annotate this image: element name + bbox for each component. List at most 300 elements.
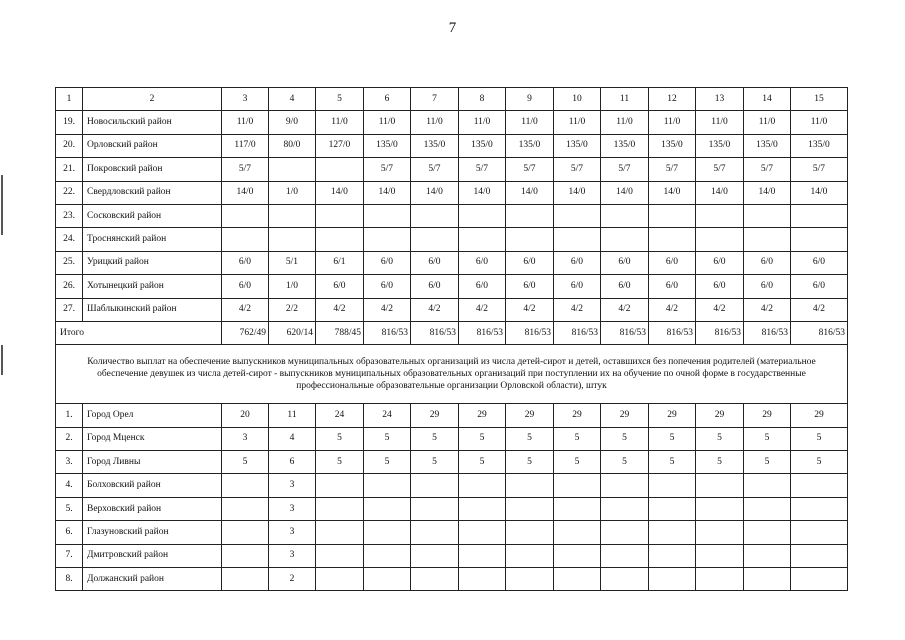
column-number-cell: 8 — [459, 88, 506, 111]
value-cell — [649, 568, 696, 591]
value-cell: 5 — [459, 427, 506, 450]
value-cell: 11/0 — [364, 111, 411, 134]
value-cell: 5 — [459, 451, 506, 474]
value-cell — [601, 544, 649, 567]
value-cell: 3 — [269, 474, 316, 497]
value-cell — [744, 544, 791, 567]
value-cell — [696, 544, 744, 567]
page-number: 7 — [448, 20, 457, 36]
value-cell: 11/0 — [459, 111, 506, 134]
value-cell — [601, 568, 649, 591]
value-cell — [411, 544, 459, 567]
value-cell: 135/0 — [459, 134, 506, 157]
value-cell — [554, 228, 601, 251]
value-cell: 3 — [269, 521, 316, 544]
value-cell — [411, 474, 459, 497]
value-cell — [364, 544, 411, 567]
value-cell — [744, 568, 791, 591]
district-name-cell: Город Ливны — [83, 451, 222, 474]
column-number-cell: 13 — [696, 88, 744, 111]
district-name-cell: Свердловский район — [83, 181, 222, 204]
value-cell — [601, 497, 649, 520]
value-cell: 127/0 — [316, 134, 364, 157]
value-cell: 5 — [649, 427, 696, 450]
value-cell: 135/0 — [601, 134, 649, 157]
value-cell: 4/2 — [744, 298, 791, 321]
value-cell — [791, 204, 848, 227]
value-cell: 135/0 — [506, 134, 554, 157]
total-value-cell: 816/53 — [506, 321, 554, 344]
value-cell: 3 — [269, 544, 316, 567]
value-cell: 3 — [269, 497, 316, 520]
district-name-cell: Болховский район — [83, 474, 222, 497]
table-row — [56, 497, 848, 520]
value-cell — [316, 521, 364, 544]
total-value-cell: 816/53 — [791, 321, 848, 344]
value-cell: 5 — [554, 451, 601, 474]
column-number-cell: 9 — [506, 88, 554, 111]
value-cell — [459, 544, 506, 567]
value-cell: 29 — [411, 404, 459, 427]
total-value-cell: 788/45 — [316, 321, 364, 344]
value-cell: 9/0 — [269, 111, 316, 134]
value-cell: 5 — [411, 427, 459, 450]
table-row — [56, 181, 848, 204]
value-cell — [459, 497, 506, 520]
value-cell: 5/7 — [554, 158, 601, 181]
value-cell: 5/7 — [791, 158, 848, 181]
value-cell: 20 — [222, 404, 269, 427]
column-number-cell: 2 — [83, 88, 222, 111]
value-cell: 5 — [744, 451, 791, 474]
value-cell: 5/7 — [411, 158, 459, 181]
value-cell — [269, 204, 316, 227]
value-cell: 1/0 — [269, 275, 316, 298]
value-cell — [316, 474, 364, 497]
value-cell — [696, 204, 744, 227]
value-cell: 4/2 — [649, 298, 696, 321]
value-cell: 14/0 — [316, 181, 364, 204]
value-cell — [696, 228, 744, 251]
table-row — [56, 204, 848, 227]
table-row — [56, 134, 848, 157]
value-cell: 5 — [506, 427, 554, 450]
value-cell: 5/7 — [506, 158, 554, 181]
value-cell — [316, 158, 364, 181]
value-cell: 5 — [791, 451, 848, 474]
value-cell: 4/2 — [506, 298, 554, 321]
scan-artifact — [1, 345, 3, 375]
district-name-cell: Урицкий район — [83, 251, 222, 274]
district-name-cell: Троснянский район — [83, 228, 222, 251]
value-cell — [744, 521, 791, 544]
value-cell: 4/2 — [222, 298, 269, 321]
value-cell — [649, 228, 696, 251]
value-cell: 29 — [554, 404, 601, 427]
value-cell: 4/2 — [601, 298, 649, 321]
value-cell — [364, 228, 411, 251]
value-cell — [744, 228, 791, 251]
column-number-cell: 4 — [269, 88, 316, 111]
table-row — [56, 228, 848, 251]
value-cell — [506, 568, 554, 591]
value-cell — [649, 521, 696, 544]
row-number-cell: 25. — [56, 251, 83, 274]
value-cell: 29 — [601, 404, 649, 427]
value-cell: 6/0 — [601, 275, 649, 298]
total-value-cell: 816/53 — [364, 321, 411, 344]
value-cell: 29 — [459, 404, 506, 427]
value-cell: 80/0 — [269, 134, 316, 157]
row-number-cell: 22. — [56, 181, 83, 204]
row-number-cell: 23. — [56, 204, 83, 227]
value-cell — [601, 474, 649, 497]
value-cell — [506, 228, 554, 251]
value-cell: 4/2 — [696, 298, 744, 321]
value-cell: 6/0 — [649, 251, 696, 274]
value-cell: 5 — [222, 451, 269, 474]
value-cell: 11/0 — [649, 111, 696, 134]
value-cell — [696, 521, 744, 544]
district-name-cell: Шаблыкинский район — [83, 298, 222, 321]
total-value-cell: 620/14 — [269, 321, 316, 344]
value-cell: 6/0 — [791, 275, 848, 298]
value-cell: 2 — [269, 568, 316, 591]
value-cell: 14/0 — [649, 181, 696, 204]
column-number-cell: 14 — [744, 88, 791, 111]
value-cell: 29 — [649, 404, 696, 427]
value-cell — [459, 474, 506, 497]
value-cell: 5 — [601, 427, 649, 450]
value-cell: 5 — [411, 451, 459, 474]
value-cell — [791, 544, 848, 567]
value-cell — [744, 204, 791, 227]
value-cell: 6/0 — [696, 251, 744, 274]
value-cell: 135/0 — [364, 134, 411, 157]
column-number-cell: 6 — [364, 88, 411, 111]
value-cell — [696, 474, 744, 497]
table-row — [56, 451, 848, 474]
value-cell — [316, 497, 364, 520]
value-cell: 29 — [791, 404, 848, 427]
value-cell: 3 — [222, 427, 269, 450]
value-cell: 11 — [269, 404, 316, 427]
value-cell: 135/0 — [554, 134, 601, 157]
value-cell: 6/0 — [649, 275, 696, 298]
value-cell: 29 — [744, 404, 791, 427]
value-cell — [411, 568, 459, 591]
value-cell — [791, 474, 848, 497]
value-cell — [222, 474, 269, 497]
value-cell: 4/2 — [316, 298, 364, 321]
value-cell: 5 — [791, 427, 848, 450]
value-cell: 5/7 — [364, 158, 411, 181]
value-cell — [649, 497, 696, 520]
row-number-cell: 8. — [56, 568, 83, 591]
value-cell — [791, 497, 848, 520]
value-cell — [506, 544, 554, 567]
value-cell: 24 — [316, 404, 364, 427]
value-cell: 117/0 — [222, 134, 269, 157]
value-cell — [744, 474, 791, 497]
value-cell — [696, 497, 744, 520]
column-number-cell: 1 — [56, 88, 83, 111]
table-body — [56, 88, 848, 591]
value-cell — [269, 228, 316, 251]
row-number-cell: 26. — [56, 275, 83, 298]
column-number-cell: 7 — [411, 88, 459, 111]
value-cell — [364, 497, 411, 520]
value-cell — [364, 204, 411, 227]
value-cell: 5 — [364, 427, 411, 450]
value-cell: 5/7 — [696, 158, 744, 181]
scan-artifact — [1, 175, 3, 235]
value-cell — [649, 544, 696, 567]
value-cell: 14/0 — [744, 181, 791, 204]
value-cell: 6/0 — [506, 275, 554, 298]
value-cell — [649, 204, 696, 227]
value-cell: 11/0 — [506, 111, 554, 134]
value-cell — [554, 521, 601, 544]
value-cell — [316, 204, 364, 227]
value-cell — [269, 158, 316, 181]
table-row — [56, 568, 848, 591]
value-cell: 5 — [316, 427, 364, 450]
value-cell: 5 — [696, 427, 744, 450]
value-cell — [506, 497, 554, 520]
row-number-cell: 19. — [56, 111, 83, 134]
column-number-cell: 5 — [316, 88, 364, 111]
value-cell: 6/0 — [364, 275, 411, 298]
value-cell — [316, 228, 364, 251]
district-name-cell: Должанский район — [83, 568, 222, 591]
district-name-cell: Город Орел — [83, 404, 222, 427]
row-number-cell: 5. — [56, 497, 83, 520]
value-cell: 11/0 — [554, 111, 601, 134]
value-cell: 5/7 — [744, 158, 791, 181]
value-cell: 6/0 — [222, 275, 269, 298]
row-number-cell: 6. — [56, 521, 83, 544]
value-cell: 5/7 — [649, 158, 696, 181]
table-row — [56, 158, 848, 181]
total-value-cell: 816/53 — [459, 321, 506, 344]
value-cell: 4/2 — [364, 298, 411, 321]
value-cell: 11/0 — [411, 111, 459, 134]
district-name-cell: Орловский район — [83, 134, 222, 157]
value-cell: 6/0 — [554, 275, 601, 298]
value-cell: 14/0 — [411, 181, 459, 204]
table-row — [56, 544, 848, 567]
district-name-cell: Новосильский район — [83, 111, 222, 134]
value-cell: 11/0 — [744, 111, 791, 134]
value-cell — [459, 521, 506, 544]
value-cell: 11/0 — [791, 111, 848, 134]
value-cell: 135/0 — [696, 134, 744, 157]
value-cell — [316, 544, 364, 567]
district-name-cell: Сосковский район — [83, 204, 222, 227]
value-cell: 135/0 — [791, 134, 848, 157]
value-cell: 14/0 — [459, 181, 506, 204]
row-number-cell: 27. — [56, 298, 83, 321]
row-number-cell: 24. — [56, 228, 83, 251]
value-cell — [222, 228, 269, 251]
value-cell: 4 — [269, 427, 316, 450]
total-row — [56, 321, 848, 344]
value-cell — [791, 568, 848, 591]
value-cell: 2/2 — [269, 298, 316, 321]
value-cell: 24 — [364, 404, 411, 427]
column-number-cell: 11 — [601, 88, 649, 111]
value-cell: 29 — [696, 404, 744, 427]
value-cell: 5 — [316, 451, 364, 474]
row-number-cell: 7. — [56, 544, 83, 567]
value-cell: 4/2 — [554, 298, 601, 321]
value-cell — [222, 568, 269, 591]
value-cell — [411, 228, 459, 251]
value-cell — [222, 521, 269, 544]
district-name-cell: Верховский район — [83, 497, 222, 520]
column-number-cell: 10 — [554, 88, 601, 111]
value-cell: 6 — [269, 451, 316, 474]
value-cell — [696, 568, 744, 591]
column-number-cell: 3 — [222, 88, 269, 111]
table-row — [56, 275, 848, 298]
value-cell: 135/0 — [649, 134, 696, 157]
row-number-cell: 1. — [56, 404, 83, 427]
column-number-cell: 12 — [649, 88, 696, 111]
value-cell: 5 — [506, 451, 554, 474]
value-cell — [411, 204, 459, 227]
column-number-row — [56, 88, 848, 111]
value-cell — [222, 204, 269, 227]
row-number-cell: 2. — [56, 427, 83, 450]
value-cell — [601, 204, 649, 227]
value-cell — [316, 568, 364, 591]
value-cell: 5/7 — [222, 158, 269, 181]
total-label-cell: Итого — [56, 321, 222, 344]
value-cell: 4/2 — [791, 298, 848, 321]
value-cell: 14/0 — [364, 181, 411, 204]
value-cell: 14/0 — [696, 181, 744, 204]
value-cell: 5 — [696, 451, 744, 474]
value-cell — [601, 521, 649, 544]
value-cell: 5/7 — [601, 158, 649, 181]
value-cell: 6/0 — [364, 251, 411, 274]
value-cell — [222, 544, 269, 567]
section-title-cell: Количество выплат на обеспечение выпускников муниципальных образовательных организаций из числа детей-сирот и детей, оставшихся без попечения родителей (материальное обеспечение девушек из числа детей-сирот - выпускников муниципальных образовательных организаций при поступлении их на обучение по очной форме в государственные профессиональные образовательные организации Орловской области), штук — [56, 345, 848, 404]
value-cell: 6/0 — [459, 251, 506, 274]
value-cell: 5 — [364, 451, 411, 474]
section-header-row — [56, 345, 848, 404]
value-cell: 6/0 — [222, 251, 269, 274]
value-cell: 14/0 — [791, 181, 848, 204]
value-cell: 29 — [506, 404, 554, 427]
value-cell: 11/0 — [316, 111, 364, 134]
total-value-cell: 816/53 — [649, 321, 696, 344]
district-name-cell: Город Мценск — [83, 427, 222, 450]
value-cell: 11/0 — [601, 111, 649, 134]
value-cell: 6/0 — [791, 251, 848, 274]
table-row — [56, 251, 848, 274]
table-row — [56, 427, 848, 450]
table-row — [56, 404, 848, 427]
total-value-cell: 816/53 — [411, 321, 459, 344]
value-cell — [554, 204, 601, 227]
value-cell: 6/0 — [459, 275, 506, 298]
value-cell — [364, 521, 411, 544]
value-cell: 4/2 — [459, 298, 506, 321]
value-cell — [459, 568, 506, 591]
value-cell: 11/0 — [222, 111, 269, 134]
value-cell — [222, 497, 269, 520]
table-row — [56, 474, 848, 497]
value-cell: 6/0 — [744, 275, 791, 298]
value-cell: 5/1 — [269, 251, 316, 274]
value-cell: 1/0 — [269, 181, 316, 204]
value-cell: 6/0 — [316, 275, 364, 298]
value-cell: 14/0 — [222, 181, 269, 204]
value-cell — [554, 497, 601, 520]
value-cell — [791, 521, 848, 544]
total-value-cell: 816/53 — [696, 321, 744, 344]
value-cell: 14/0 — [601, 181, 649, 204]
value-cell: 6/0 — [411, 251, 459, 274]
value-cell — [411, 497, 459, 520]
district-name-cell: Хотынецкий район — [83, 275, 222, 298]
value-cell — [506, 204, 554, 227]
value-cell — [554, 568, 601, 591]
value-cell: 14/0 — [506, 181, 554, 204]
table-row — [56, 298, 848, 321]
value-cell — [601, 228, 649, 251]
value-cell: 4/2 — [411, 298, 459, 321]
value-cell — [744, 497, 791, 520]
value-cell: 5/7 — [459, 158, 506, 181]
value-cell — [459, 228, 506, 251]
table-row — [56, 111, 848, 134]
value-cell: 5 — [744, 427, 791, 450]
district-name-cell: Глазуновский район — [83, 521, 222, 544]
value-cell: 6/0 — [411, 275, 459, 298]
value-cell: 14/0 — [554, 181, 601, 204]
row-number-cell: 20. — [56, 134, 83, 157]
value-cell: 135/0 — [744, 134, 791, 157]
value-cell: 11/0 — [696, 111, 744, 134]
district-name-cell: Дмитровский район — [83, 544, 222, 567]
value-cell — [411, 521, 459, 544]
table-row — [56, 521, 848, 544]
value-cell: 6/1 — [316, 251, 364, 274]
row-number-cell: 21. — [56, 158, 83, 181]
total-value-cell: 762/49 — [222, 321, 269, 344]
value-cell — [364, 474, 411, 497]
value-cell — [791, 228, 848, 251]
value-cell: 6/0 — [554, 251, 601, 274]
value-cell — [554, 544, 601, 567]
row-number-cell: 3. — [56, 451, 83, 474]
total-value-cell: 816/53 — [554, 321, 601, 344]
value-cell — [506, 474, 554, 497]
value-cell: 5 — [554, 427, 601, 450]
value-cell — [459, 204, 506, 227]
value-cell — [506, 521, 554, 544]
column-number-cell: 15 — [791, 88, 848, 111]
value-cell: 6/0 — [696, 275, 744, 298]
value-cell: 6/0 — [601, 251, 649, 274]
value-cell: 6/0 — [744, 251, 791, 274]
allocation-table — [55, 87, 848, 591]
value-cell — [554, 474, 601, 497]
